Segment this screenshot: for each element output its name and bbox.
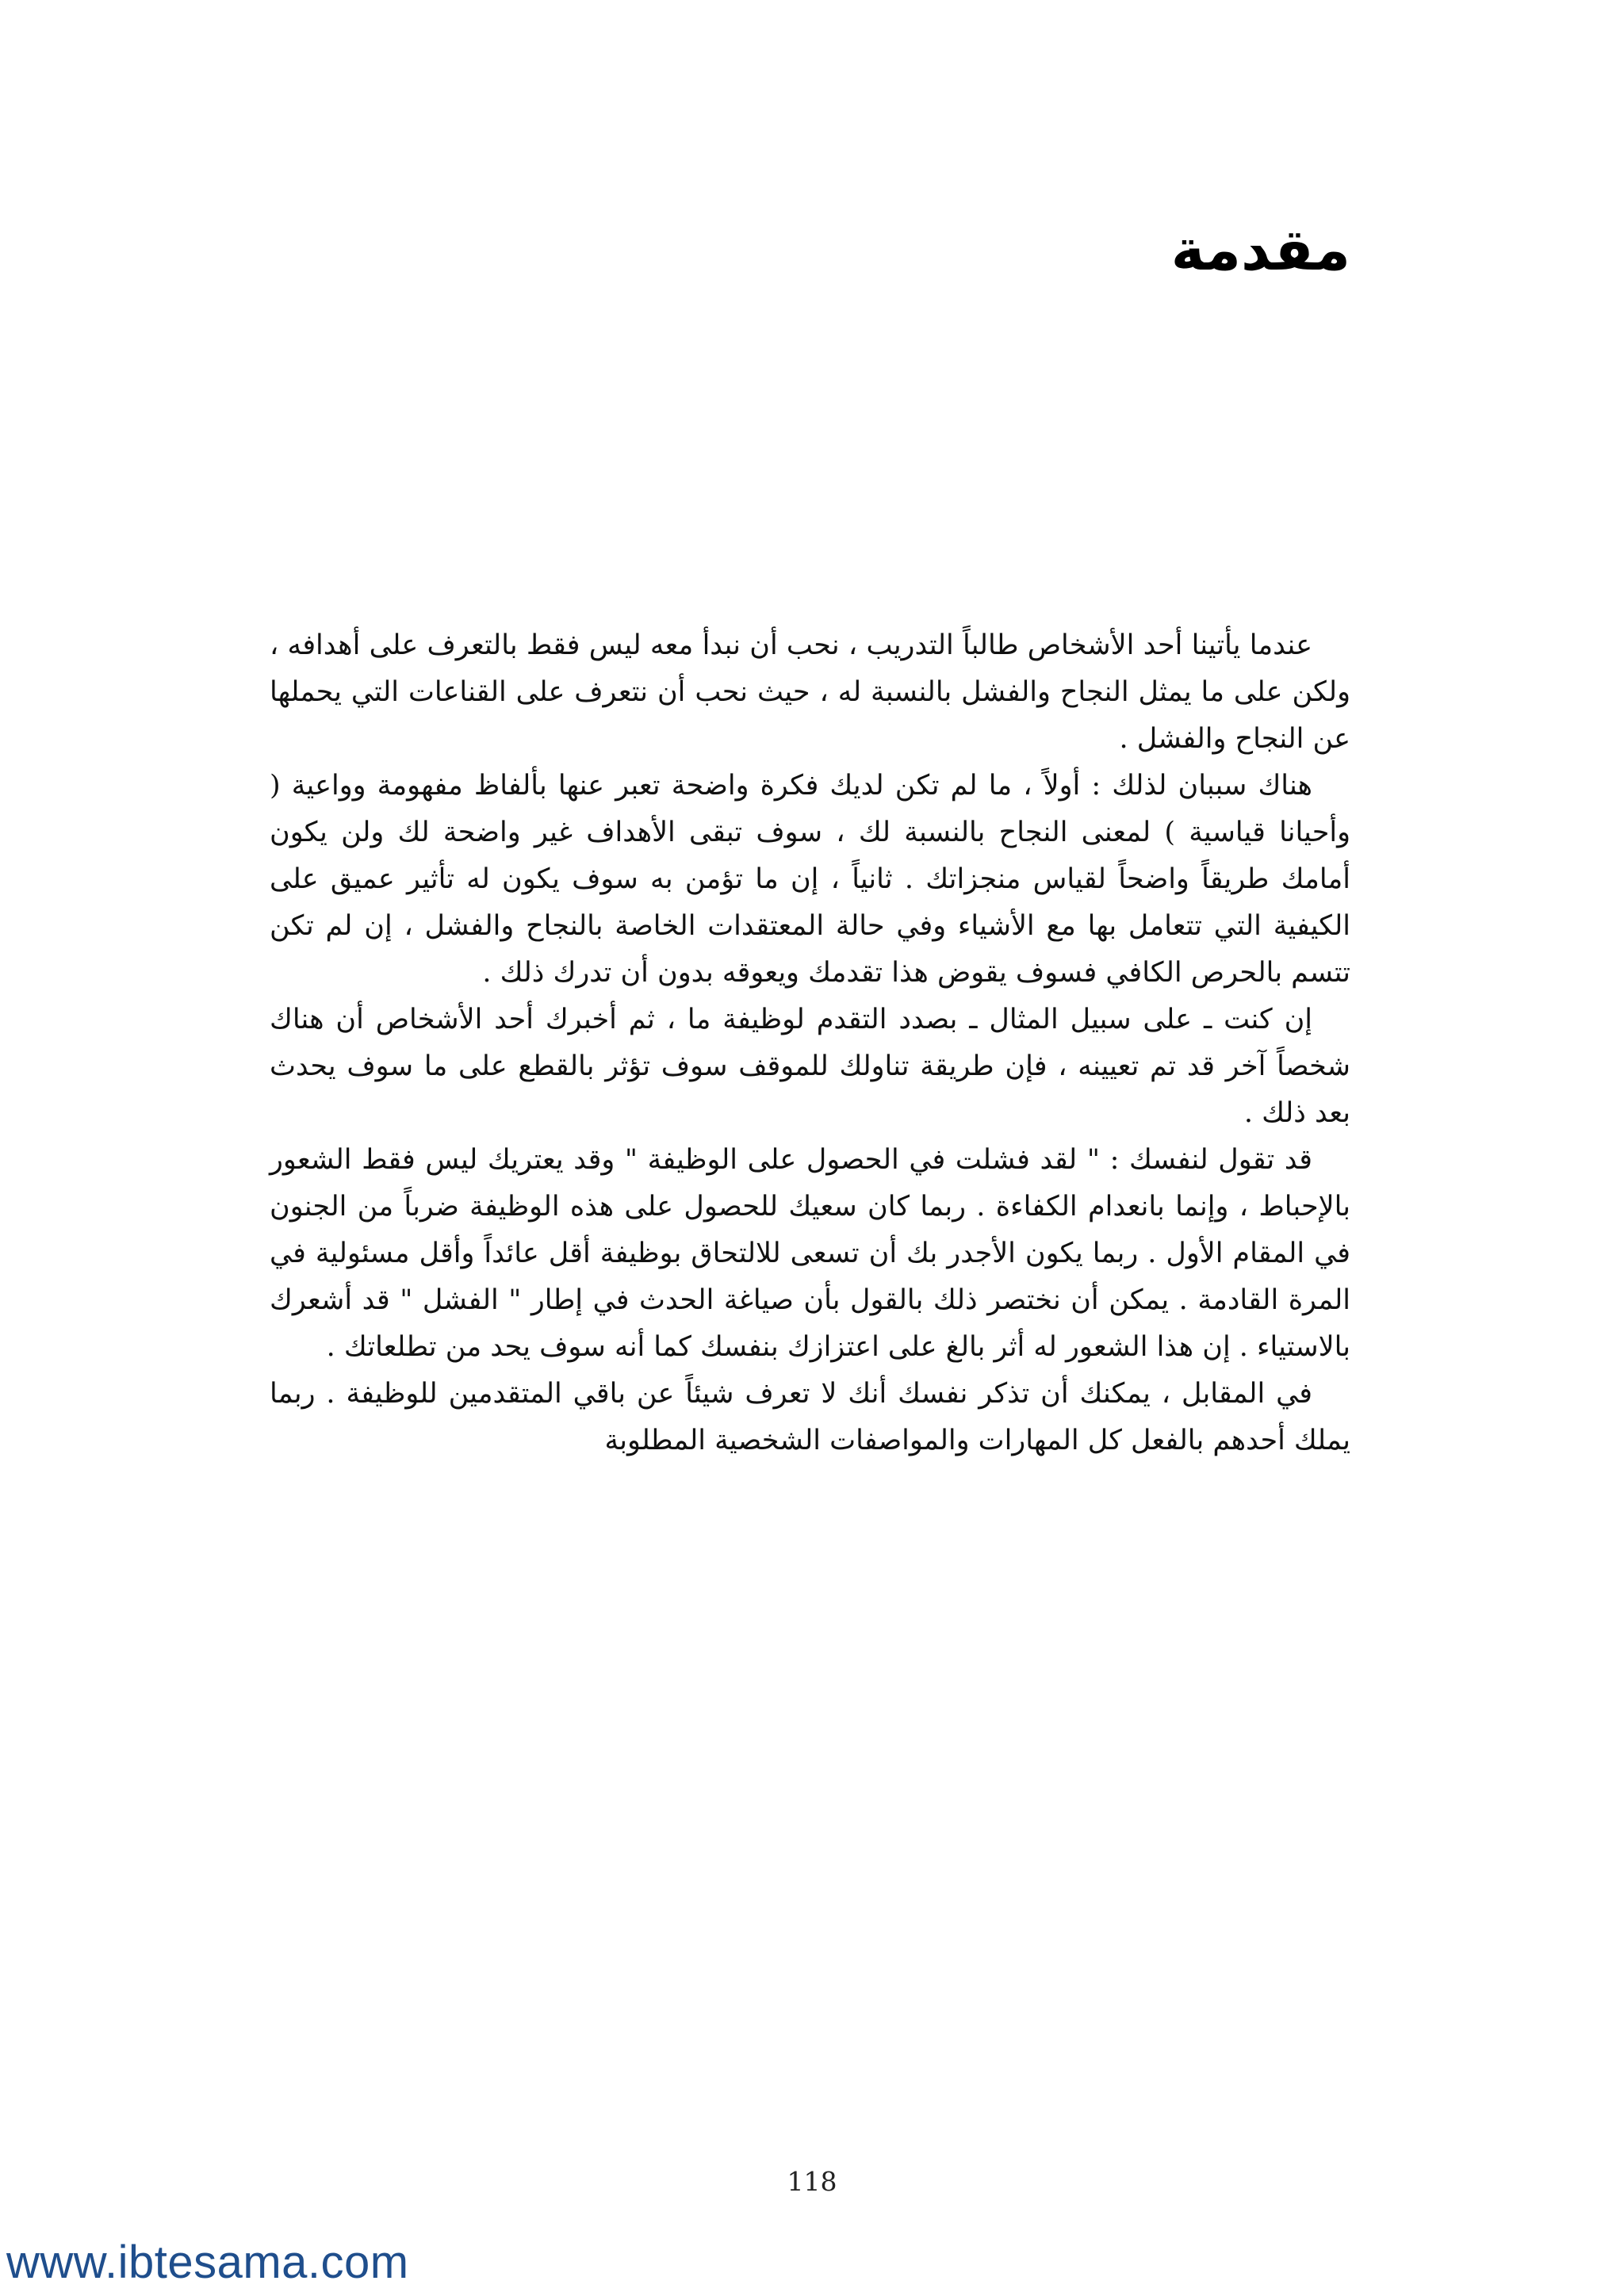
page-number: 118 (787, 2166, 837, 2197)
chapter-title: مقدمة (1170, 216, 1350, 283)
site-watermark: www.ibtesama.com (6, 2237, 409, 2288)
paragraph: إن كنت ـ على سبيل المثال ـ بصدد التقدم لوظيفة ما ، ثم أخبرك أحد الأشخاص أن هناك شخصاً آخر قد تم تعيينه ، فإن طريقة تناولك للموقف سوف تؤثر بالقطع على ما سوف يحدث بعد ذلك . (270, 1004, 1350, 1129)
body-text (270, 622, 1350, 1464)
paragraph: عندما يأتينا أحد الأشخاص طالباً التدريب ، نحب أن نبدأ معه ليس فقط بالتعرف على أهدافه ، ولكن على ما يمثل النجاح والفشل بالنسبة له ، حيث نحب أن نتعرف على القناعات التي يحملها عن النجاح والفشل . (270, 629, 1350, 755)
paragraph: هناك سببان لذلك : أولاً ، ما لم تكن لديك فكرة واضحة تعبر عنها بألفاظ مفهومة وواعية ( وأحيانا قياسية ) لمعنى النجاح بالنسبة لك ، سوف تبقى الأهداف غير واضحة لك ولن يكون أمامك طريقاً واضحاً لقياس منجزاتك . ثانياً ، إن ما تؤمن به سوف يكون له تأثير عميق على الكيفية التي تتعامل بها مع الأشياء وفي حالة المعتقدات الخاصة بالنجاح والفشل ، إن لم تكن تتسم بالحرص الكافي فسوف يقوض هذا تقدمك ويعوقه بدون أن تدرك ذلك . (270, 770, 1350, 989)
paragraph: قد تقول لنفسك : " لقد فشلت في الحصول على الوظيفة " وقد يعتريك ليس فقط الشعور بالإحباط ، وإنما بانعدام الكفاءة . ربما كان سعيك للحصول على هذه الوظيفة ضرباً من الجنون في المقام الأول . ربما يكون الأجدر بك أن تسعى للالتحاق بوظيفة أقل عائداً وأقل مسئولية في المرة القادمة . يمكن أن نختصر ذلك بالقول بأن صياغة الحدث في إطار " الفشل " قد أشعرك بالاستياء . إن هذا الشعور له أثر بالغ على اعتزازك بنفسك كما أنه سوف يحد من تطلعاتك . (270, 1144, 1350, 1363)
paragraph: في المقابل ، يمكنك أن تذكر نفسك أنك لا تعرف شيئاً عن باقي المتقدمين للوظيفة . ربما يملك أحدهم بالفعل كل المهارات والمواصفات الشخصية المطلوبة (270, 1378, 1350, 1456)
